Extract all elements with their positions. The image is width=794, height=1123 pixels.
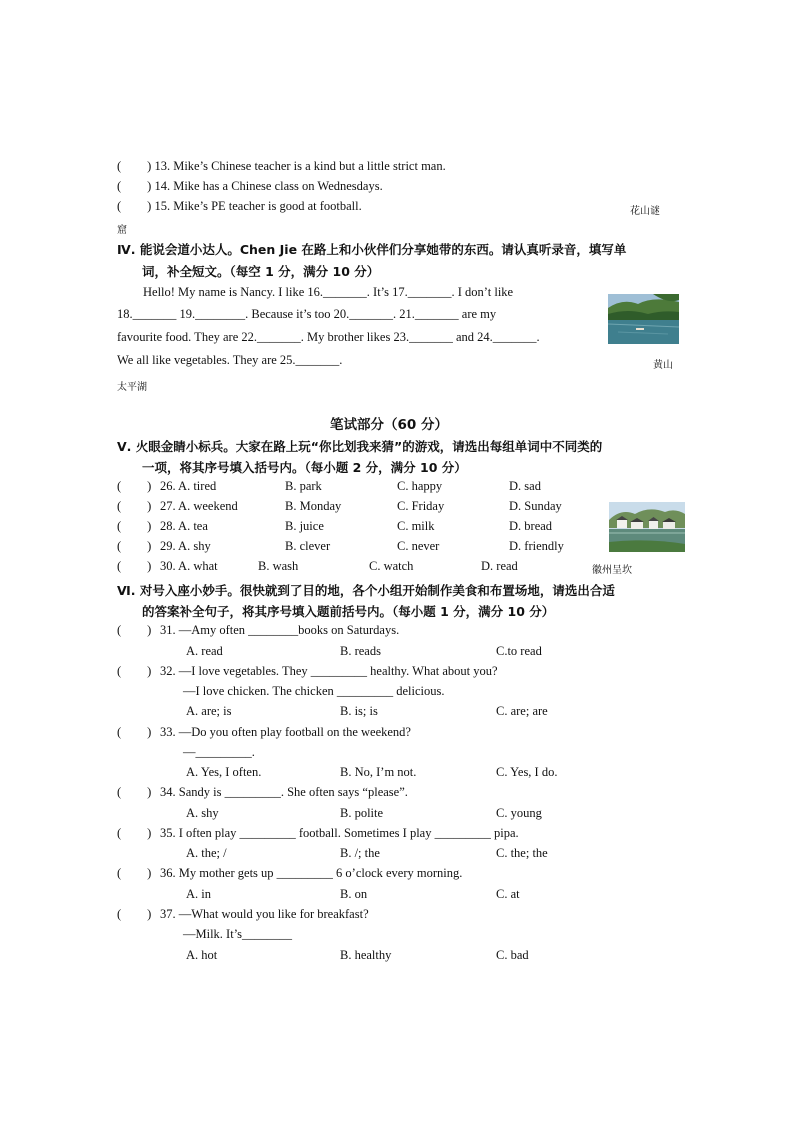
q37-option-c: C. bad [496, 948, 529, 962]
q32-option-b: B. is; is [340, 704, 378, 718]
q34-text: 34. Sandy is _________. She often says “please”. [160, 785, 408, 799]
q33-text-b: —_________. [183, 745, 255, 759]
q28-option-a: 28. A. tea [160, 519, 208, 533]
section4-title-cont: 词，补全短文。（每空 1 分，满分 10 分） [142, 264, 380, 279]
q36-text: 36. My mother gets up _________ 6 o’clock every morning. [160, 866, 463, 880]
caption-huashan-cont: 窟 [117, 225, 127, 236]
q15: ( ) 15. Mike’s PE teacher is good at football. [117, 199, 362, 213]
section4-title: Ⅳ. 能说会道小达人。Chen Jie 在路上和小伙伴们分享她带的东西。请认真听录音，填写单 [117, 242, 627, 257]
answer-bracket[interactable]: ( [117, 159, 122, 173]
q36-option-b: B. on [340, 887, 368, 901]
written-part-header: 笔试部分（60 分） [330, 417, 448, 433]
q26-option-a: 26. A. tired [160, 479, 217, 493]
q13-text: 13. Mike’s Chinese teacher is a kind but a little strict man. [154, 159, 446, 173]
q26-row: ( ) [117, 479, 152, 493]
q30-option-b: B. wash [258, 559, 299, 573]
caption-huizhou: 徽州呈坎 [592, 565, 632, 576]
q29-option-b: B. clever [285, 539, 331, 553]
q28-option-b: B. juice [285, 519, 324, 533]
q26-option-d: D. sad [509, 479, 541, 493]
section5-title: Ⅴ. 火眼金睛小标兵。大家在路上玩“你比划我来猜”的游戏，请选出每组单词中不同类的 [117, 439, 603, 454]
q33-option-c: C. Yes, I do. [496, 765, 558, 779]
village-photo [609, 502, 685, 552]
q37-option-b: B. healthy [340, 948, 392, 962]
q27-row: ( ) [117, 499, 152, 513]
q28-row: ( ) [117, 519, 152, 533]
q27-option-c: C. Friday [397, 499, 445, 513]
q32-bracket: ( ) [117, 664, 152, 678]
q30-option-c: C. watch [369, 559, 414, 573]
caption-taiping: 太平湖 [117, 382, 147, 393]
q32-text: 32. —I love vegetables. They _________ healthy. What about you? [160, 664, 498, 678]
q31-bracket: ( ) [117, 623, 152, 637]
q33-option-a: A. Yes, I often. [186, 765, 262, 779]
q27-option-a: 27. A. weekend [160, 499, 238, 513]
q32-text-b: —I love chicken. The chicken _________ delicious. [183, 684, 445, 698]
q31-option-a: A. read [186, 644, 223, 658]
q32-option-c: C. are; are [496, 704, 548, 718]
q31-option-b: B. reads [340, 644, 381, 658]
section5-title-cont: 一项，将其序号填入括号内。（每小题 2 分，满分 10 分） [142, 460, 467, 475]
q27-option-d: D. Sunday [509, 499, 562, 513]
q36-option-c: C. at [496, 887, 520, 901]
q34-option-b: B. polite [340, 806, 384, 820]
q28-option-d: D. bread [509, 519, 553, 533]
q37-text: 37. —What would you like for breakfast? [160, 907, 369, 921]
passage-line-4: We all like vegetables. They are 25._______. [117, 353, 343, 367]
q30-option-a: 30. A. what [160, 559, 218, 573]
q34-option-c: C. young [496, 806, 542, 820]
passage-line-2: 18._______ 19.________. Because it’s too 20._______. 21._______ are my [117, 307, 497, 321]
q35-option-a: A. the; / [186, 846, 227, 860]
passage-line-3: favourite food. They are 22._______. My brother likes 23._______ and 24._______. [117, 330, 540, 344]
q36-option-a: A. in [186, 887, 211, 901]
lake-photo [608, 294, 679, 344]
section6-title-cont: 的答案补全句子，将其序号填入题前括号内。（每小题 1 分，满分 10 分） [142, 604, 555, 619]
q33-bracket: ( ) [117, 725, 152, 739]
q34-option-a: A. shy [186, 806, 219, 820]
q30-row: ( ) [117, 559, 152, 573]
q29-option-c: C. never [397, 539, 440, 553]
q13: ( ) 13. Mike’s Chinese teacher is a kind but a little strict man. [117, 159, 446, 173]
q37-bracket: ( ) [117, 907, 152, 921]
q26-option-c: C. happy [397, 479, 443, 493]
answer-bracket[interactable]: ( [117, 199, 122, 213]
q37-text-b: —Milk. It’s________ [183, 927, 293, 941]
q29-row: ( ) [117, 539, 152, 553]
q35-option-b: B. /; the [340, 846, 380, 860]
q35-option-c: C. the; the [496, 846, 548, 860]
caption-huashan: 花山谜 [630, 206, 660, 217]
q33-option-b: B. No, I’m not. [340, 765, 417, 779]
section6-title: Ⅵ. 对号入座小妙手。很快就到了目的地，各个小组开始制作美食和布置场地，请选出合适 [117, 583, 615, 598]
q31-text: 31. —Amy often ________books on Saturdays. [160, 623, 400, 637]
q36-bracket: ( ) [117, 866, 152, 880]
q37-option-a: A. hot [186, 948, 218, 962]
passage-line-1: Hello! My name is Nancy. I like 16._______. It’s 17._______. I don’t like [143, 285, 514, 299]
q26-option-b: B. park [285, 479, 322, 493]
q35-text: 35. I often play _________ football. Sometimes I play _________ pipa. [160, 826, 519, 840]
q15-text: 15. Mike’s PE teacher is good at football. [154, 199, 362, 213]
q33-text: 33. —Do you often play football on the weekend? [160, 725, 411, 739]
caption-huangshan: 黄山 [653, 360, 673, 371]
q30-option-d: D. read [481, 559, 518, 573]
q29-option-a: 29. A. shy [160, 539, 211, 553]
q27-option-b: B. Monday [285, 499, 342, 513]
q31-option-c: C.to read [496, 644, 542, 658]
q35-bracket: ( ) [117, 826, 152, 840]
q14: ( ) 14. Mike has a Chinese class on Wednesdays. [117, 179, 383, 193]
q29-option-d: D. friendly [509, 539, 564, 553]
q14-text: 14. Mike has a Chinese class on Wednesdays. [154, 179, 383, 193]
q32-option-a: A. are; is [186, 704, 232, 718]
q28-option-c: C. milk [397, 519, 435, 533]
answer-bracket[interactable]: ( [117, 179, 122, 193]
q34-bracket: ( ) [117, 785, 152, 799]
